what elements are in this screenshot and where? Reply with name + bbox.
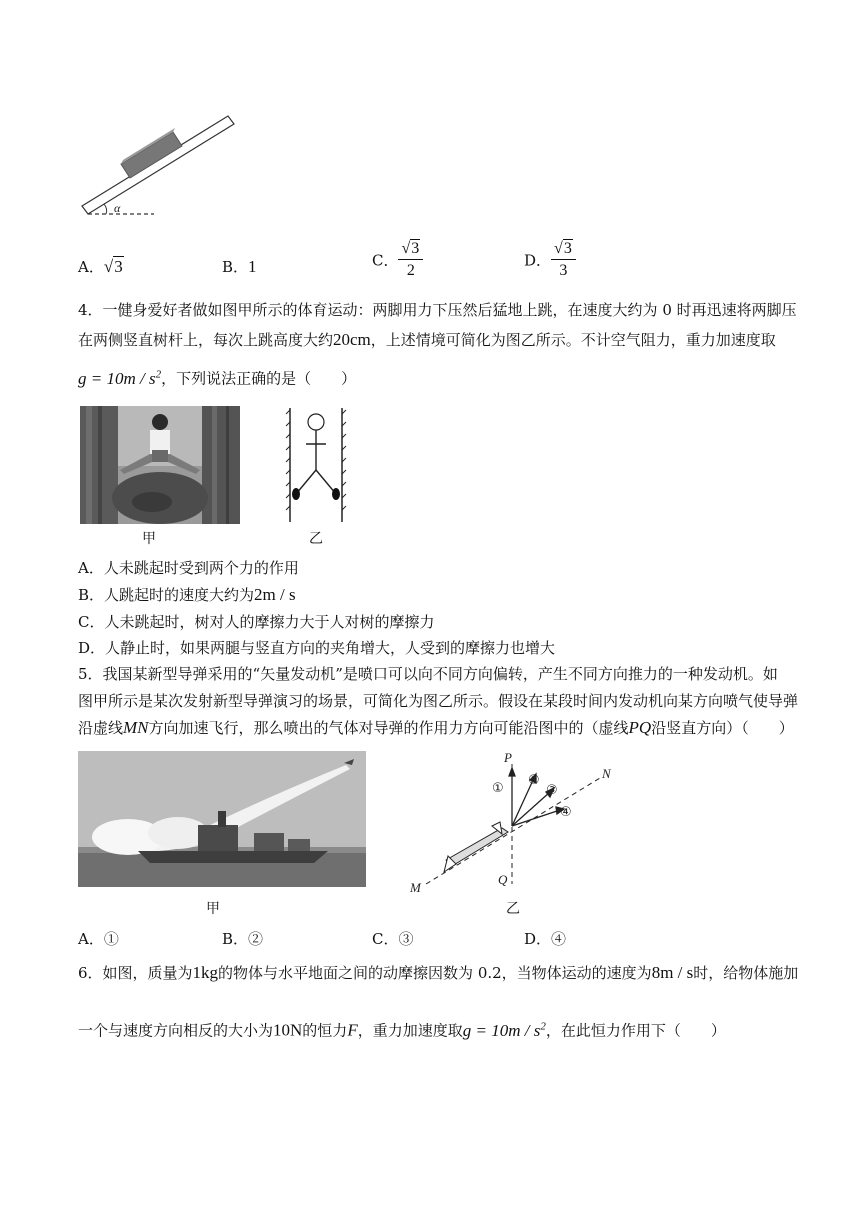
q4-choice-d[interactable]: D．人静止时，如果两腿与竖直方向的夹角增大，人受到的摩擦力也增大	[78, 639, 556, 657]
option-letter: B．	[222, 258, 249, 276]
photo-jia	[80, 406, 240, 524]
option-letter: A．	[78, 258, 104, 276]
g-expression: $g = 10m / s^2$	[462, 1020, 546, 1040]
fraction-denominator: 2	[406, 262, 415, 279]
svg-text:M: M	[410, 880, 421, 895]
svg-text:N: N	[602, 766, 611, 781]
head	[308, 414, 324, 430]
line-mn	[426, 778, 600, 884]
svg-text:④: ④	[560, 805, 572, 820]
svg-text:P: P	[504, 750, 512, 765]
q5-line-3: 沿虚线MN方向加速飞行，那么喷出的气体对导弹的作用力方向可能沿图中的（虚线PQ沿竖直方向）（ ）	[78, 718, 794, 737]
q4-line-3: $g = 10m / s^2$，下列说法正确的是（ ）	[78, 368, 357, 388]
q4-choice-a[interactable]: A．人未跳起时受到两个力的作用	[78, 559, 299, 577]
sqrt-expr: √3	[103, 257, 123, 276]
q5-line-1: 5．我国某新型导弹采用的“矢量发动机”是喷口可以向不同方向偏转，产生不同方向推力的一种发动机。如	[78, 665, 778, 683]
right-foot	[332, 488, 340, 500]
q3-option-d[interactable]	[524, 240, 576, 280]
option-value: 1	[248, 257, 257, 276]
q6-line-1: 6．如图，质量为1kg的物体与水平地面之间的动摩擦因数为 0.2，当物体运动的速度为8m / s时，给物体施加	[78, 963, 799, 982]
svg-text:Q: Q	[498, 872, 508, 887]
vector-diagram	[404, 748, 624, 898]
caption-yi: 乙	[506, 901, 520, 917]
mass-value: 1kg	[192, 963, 219, 982]
q6-line-2: 一个与速度方向相反的大小为10N的恒力F，重力加速度取$g = 10m / s^2$，在此恒力作用下（ ）	[78, 1020, 726, 1040]
q4-line-2: 在两侧竖直树杆上，每次上跳高度大约20cm，上述情境可简化为图乙所示。不计空气阻力，重力加速度取	[78, 330, 776, 349]
angle-label: α	[114, 201, 121, 215]
missile	[446, 828, 508, 866]
height-value: 20cm	[333, 330, 371, 349]
caption-jia: 甲	[206, 901, 220, 917]
g-expression: $g = 10m / s^2$	[78, 368, 162, 388]
q3-option-a[interactable]	[78, 256, 124, 277]
q4-line-1: 4．一健身爱好者做如图甲所示的体育运动：两脚用力下压然后猛地上跳，在速度大约为 0 时再迅速将两脚压	[78, 301, 797, 319]
q4-choice-b[interactable]: B．人跳起时的速度大约为2m / s	[78, 585, 296, 604]
svg-text:②: ②	[528, 773, 540, 788]
q5-line-2: 图甲所示是某次发射新型导弹演习的场景，可简化为图乙所示。假设在某段时间内发动机向某方向喷气使导弹	[78, 692, 799, 710]
option-letter: D．	[524, 251, 552, 270]
q5-option-d[interactable]: D．④	[524, 930, 567, 948]
speed-value: 8m / s	[651, 963, 694, 982]
angle-arc	[104, 204, 107, 214]
q4-choice-c[interactable]: C．人未跳起时，树对人的摩擦力大于人对树的摩擦力	[78, 613, 435, 631]
radicand: 3	[114, 257, 123, 276]
svg-text:③: ③	[546, 783, 558, 798]
fraction	[551, 240, 576, 280]
left-foot	[292, 488, 300, 500]
fraction	[398, 240, 423, 280]
force-value: 10N	[273, 1020, 303, 1040]
fraction-numerator: √3	[551, 240, 576, 260]
incline-diagram	[78, 108, 238, 220]
diagram-yi	[284, 406, 350, 524]
fraction-denominator: 3	[559, 262, 568, 279]
caption-yi: 乙	[309, 531, 323, 547]
q5-option-b[interactable]: B．②	[222, 930, 264, 948]
q5-option-c[interactable]: C．③	[372, 930, 414, 948]
incline-board	[82, 116, 234, 214]
fraction-numerator: √3	[398, 240, 423, 260]
q3-option-c[interactable]	[372, 240, 423, 280]
q5-option-a[interactable]: A．①	[78, 930, 119, 948]
photo-missile-launch	[78, 751, 366, 887]
svg-text:①: ①	[492, 781, 504, 796]
option-letter: C．	[372, 251, 399, 270]
speed-value: 2m / s	[254, 585, 296, 604]
q3-option-b[interactable]	[222, 256, 257, 277]
caption-jia: 甲	[142, 531, 156, 547]
